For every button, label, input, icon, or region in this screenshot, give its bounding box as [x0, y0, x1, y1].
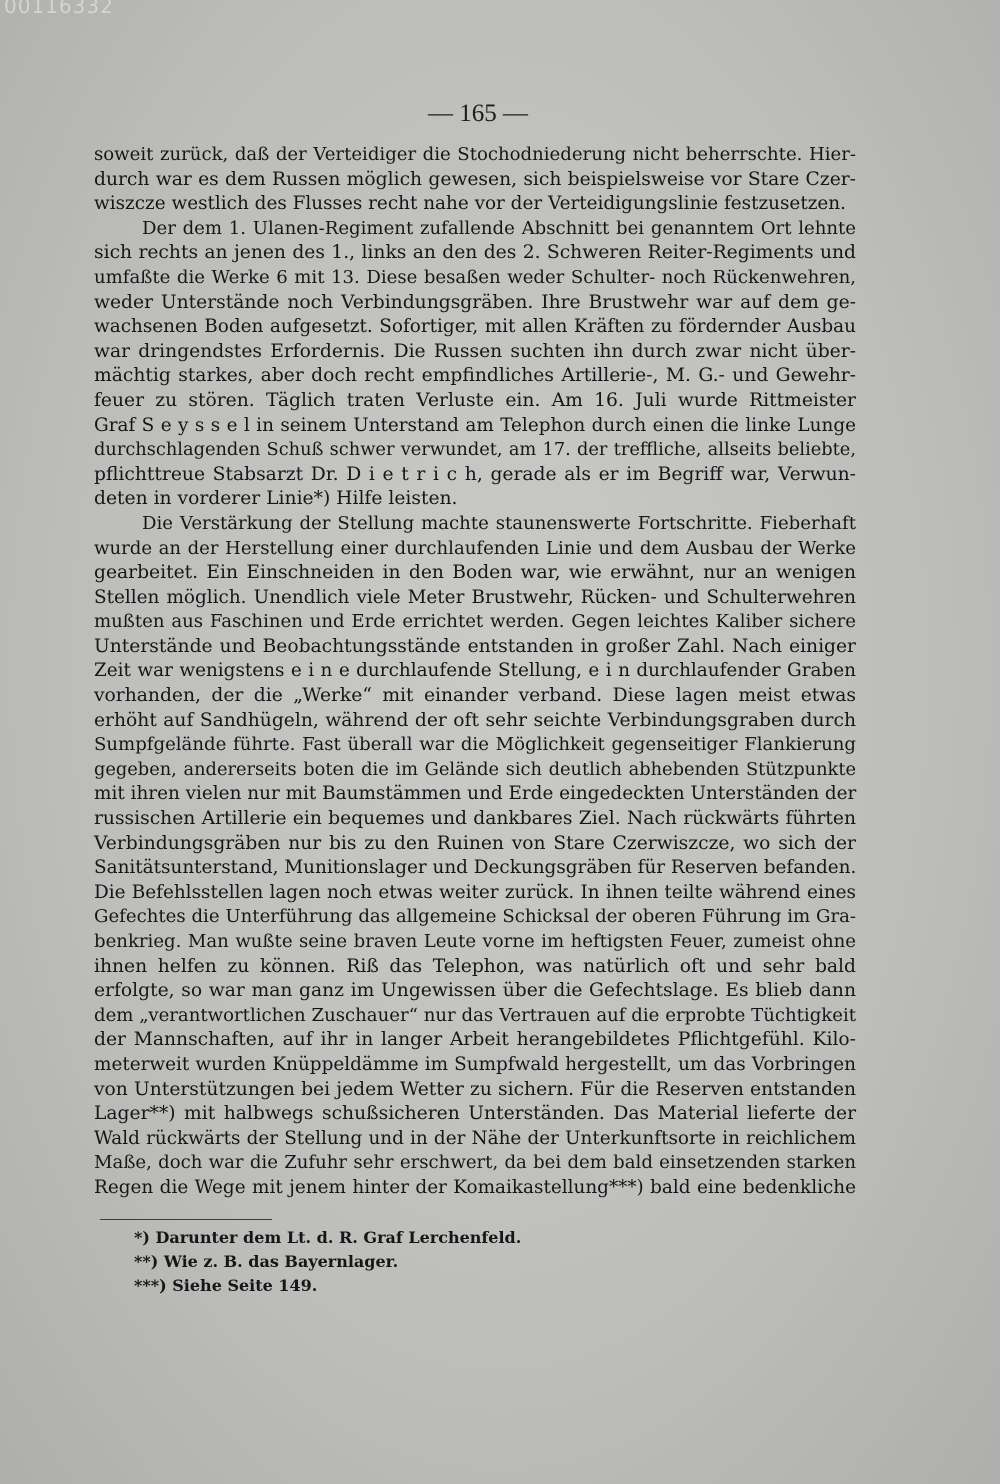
text-line: mußten aus Faschinen und Erde errichtet werden. Gegen leichtes Kaliber sichere — [94, 611, 856, 633]
text-line: vorhanden, der die „Werke“ mit einander verband. Diese lagen meist etwas — [94, 685, 856, 707]
text-line: von Unterstützungen bei jedem Wetter zu sichern. Für die Reserven entstanden — [94, 1078, 856, 1100]
text-line: sich rechts an jenen des 1., links an den des 2. Schweren Reiter-Regiments und — [94, 242, 856, 264]
text-line: wiszcze westlich des Flusses recht nahe vor der Verteidigungslinie festzusetzen. — [94, 193, 846, 215]
body-text — [94, 143, 856, 1201]
footnote-divider — [100, 1219, 272, 1220]
footnote: ***) Siehe Seite 149. — [134, 1276, 318, 1295]
text-line: Regen die Wege mit jenem hinter der Komaikastellung***) bald eine bedenkliche — [94, 1176, 856, 1198]
text-line: war dringendstes Erfordernis. Die Russen suchten ihn durch zwar nicht über- — [94, 340, 856, 362]
text-line: dem „verantwortlichen Zuschauer“ nur das Vertrauen auf die erprobte Tüchtigkeit — [94, 1004, 856, 1026]
text-line: erfolgte, so war man ganz im Ungewissen über die Gefechtslage. Es blieb dann — [94, 980, 856, 1002]
text-line: durchschlagenden Schuß schwer verwundet, am 17. der treffliche, allseits beliebte, — [94, 439, 856, 461]
text-line: Unterstände und Beobachtungsstände entstanden in großer Zahl. Nach einiger — [94, 635, 856, 657]
text-line: pflichttreue Stabsarzt Dr. D i e t r i c h, gerade als er im Begriff war, Verwun- — [94, 463, 856, 485]
text-line: feuer zu stören. Täglich traten Verluste ein. Am 16. Juli wurde Rittmeister — [94, 389, 856, 411]
text-line: wurde an der Herstellung einer durchlaufenden Linie und dem Ausbau der Werke — [94, 537, 856, 559]
text-line: mit ihren vielen nur mit Baumstämmen und Erde eingedeckten Unterständen der — [94, 783, 857, 805]
text-line: durch war es dem Russen möglich gewesen, sich beispielsweise vor Stare Czer- — [94, 168, 856, 190]
text-line: weder Unterstände noch Verbindungsgräben. Ihre Brustwehr war auf dem ge- — [94, 291, 856, 313]
text-line: Verbindungsgräben nur bis zu den Ruinen von Stare Czerwiszcze, wo sich der — [94, 832, 856, 854]
text-line: Zeit war wenigstens e i n e durchlaufende Stellung, e i n durchlaufender Graben — [94, 660, 856, 682]
archive-stamp: 00116332 — [4, 0, 114, 18]
text-line: Die Verstärkung der Stellung machte staunenswerte Fortschritte. Fieberhaft — [142, 512, 856, 534]
text-line: Sanitätsunterstand, Munitionslager und Deckungsgräben für Reserven befanden. — [94, 857, 857, 879]
footnotes — [134, 1226, 521, 1298]
footnote: *) Darunter dem Lt. d. R. Graf Lerchenfeld. — [134, 1228, 522, 1247]
text-line: Gefechtes die Unterführung das allgemeine Schicksal der oberen Führung im Gra- — [94, 906, 856, 928]
text-line: Der dem 1. Ulanen-Regiment zufallende Abschnitt bei genanntem Ort lehnte — [142, 217, 856, 239]
footnote: **) Wie z. B. das Bayernlager. — [134, 1252, 399, 1271]
text-line: gearbeitet. Ein Einschneiden in den Boden war, wie erwähnt, nur an wenigen — [94, 562, 856, 584]
text-line: Wald rückwärts der Stellung und in der Nähe der Unterkunftsorte in reichlichem — [94, 1127, 856, 1149]
text-line: Die Befehlsstellen lagen noch etwas weiter zurück. In ihnen teilte während eines — [94, 881, 856, 903]
text-line: soweit zurück, daß der Verteidiger die Stochodniederung nicht beherrschte. Hier- — [94, 144, 856, 165]
page-number: — 165 — — [428, 100, 528, 127]
text-line: Graf S e y s s e l in seinem Unterstand am Telephon durch einen die linke Lunge — [94, 414, 856, 436]
text-line: mächtig starkes, aber doch recht empfindliches Artillerie-, M. G.- und Gewehr- — [94, 365, 856, 387]
text-line: wachsenen Boden aufgesetzt. Sofortiger, mit allen Kräften zu fördernder Ausbau — [94, 316, 856, 338]
text-line: russischen Artillerie ein bequemes und dankbares Ziel. Nach rückwärts führten — [94, 808, 856, 830]
text-line: ihnen helfen zu können. Riß das Telephon, was natürlich oft und sehr bald — [94, 955, 856, 977]
text-line: umfaßte die Werke 6 mit 13. Diese besaßen weder Schulter- noch Rückenwehren, — [94, 266, 856, 288]
text-line: Sumpfgelände führte. Fast überall war die Möglichkeit gegenseitiger Flankierung — [94, 734, 856, 756]
text-line: Lager**) mit halbwegs schußsicheren Unterständen. Das Material lieferte der — [94, 1103, 856, 1125]
text-line: gegeben, andererseits boten die im Gelände sich deutlich abhebenden Stützpunkte — [94, 758, 856, 780]
text-line: der Mannschaften, auf ihr in langer Arbeit herangebildetes Pflichtgefühl. Kilo- — [94, 1029, 856, 1051]
text-line: Stellen möglich. Unendlich viele Meter Brustwehr, Rücken- und Schulterwehren — [94, 586, 856, 608]
text-line: benkrieg. Man wußte seine braven Leute vorne im heftigsten Feuer, zumeist ohne — [94, 931, 856, 952]
text-line: Maße, doch war die Zufuhr sehr erschwert, da bei dem bald einsetzenden starken — [94, 1152, 856, 1174]
text-line: meterweit wurden Knüppeldämme im Sumpfwald hergestellt, um das Vorbringen — [94, 1053, 856, 1075]
text-line: erhöht auf Sandhügeln, während der oft sehr seichte Verbindungsgraben durch — [94, 709, 856, 731]
text-line: deten in vorderer Linie*) Hilfe leisten. — [94, 488, 458, 510]
